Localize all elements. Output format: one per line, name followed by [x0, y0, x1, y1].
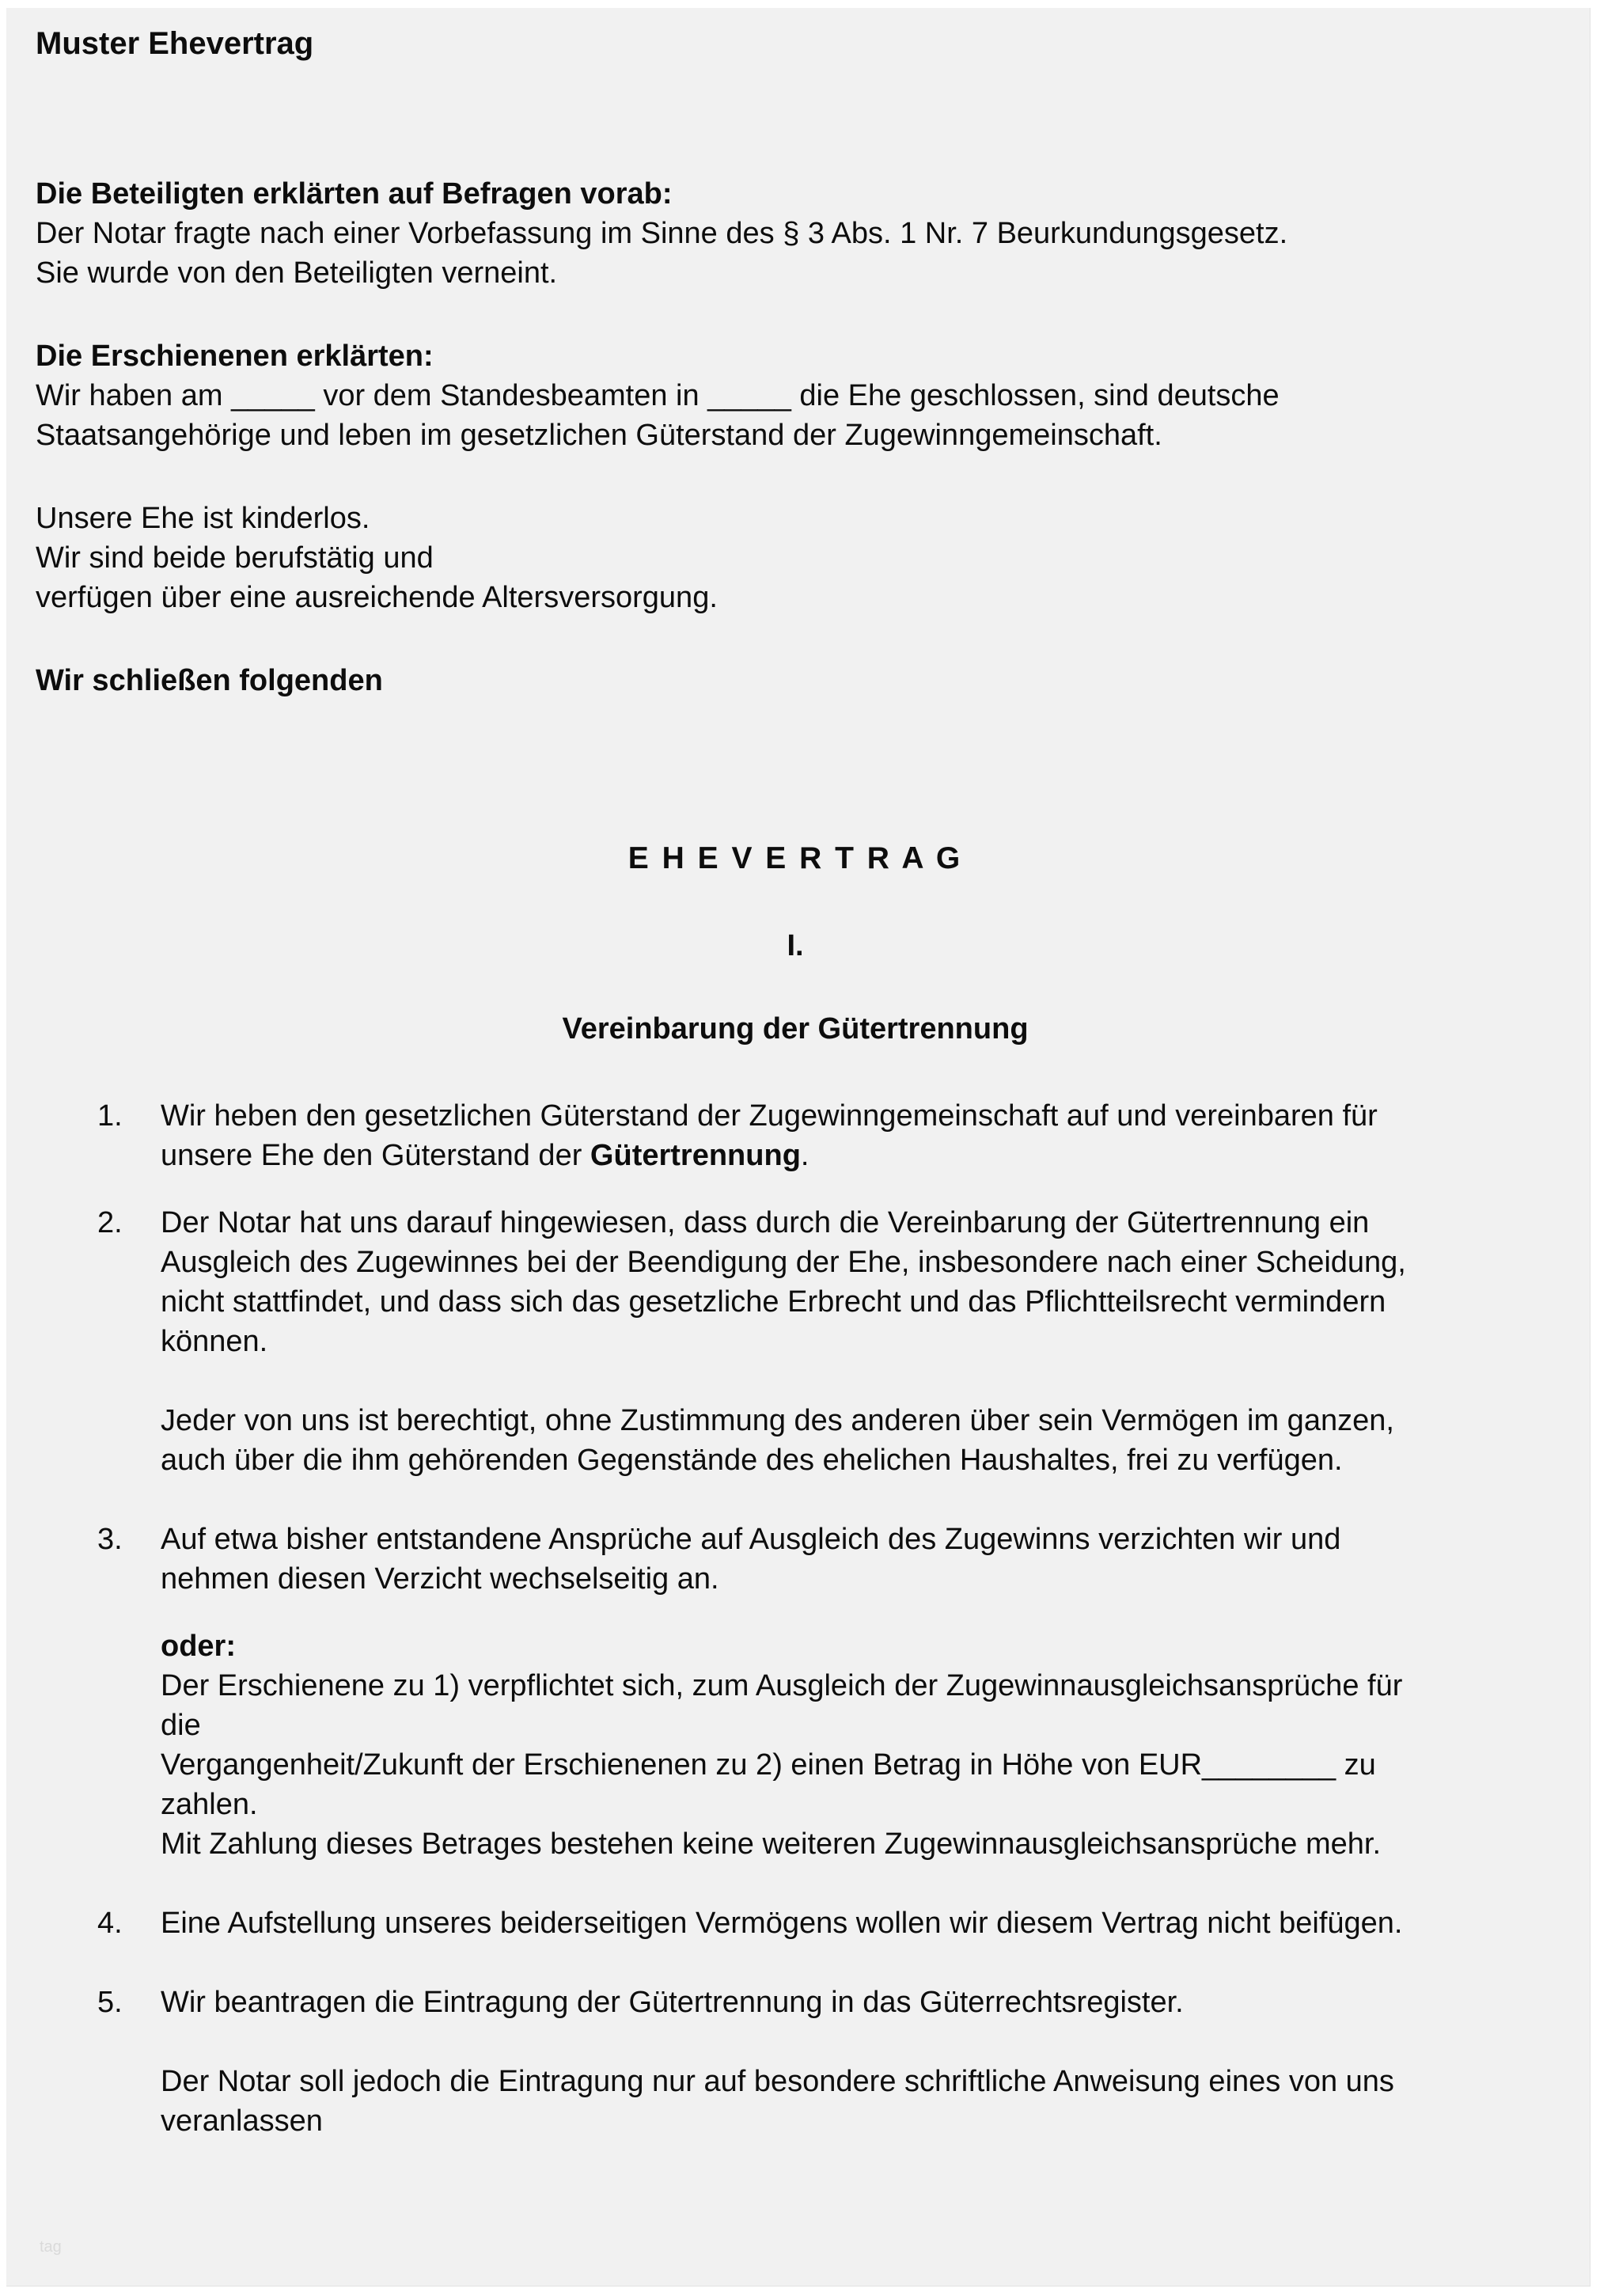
list-item-number: 4.	[97, 1907, 123, 1940]
list-item-2	[36, 1203, 1555, 1361]
erschienene-heading: Die Erschienenen erklärten:	[36, 340, 434, 373]
alternative-line: Der Erschienene zu 1) verpflichtet sich, zum Ausgleich der Zugewinnausgleichsansprüche für	[161, 1669, 1403, 1702]
list-item-number: 2.	[97, 1206, 123, 1239]
item-5-subparagraph	[161, 2062, 1555, 2141]
item-3-alternative	[161, 1626, 1555, 1864]
erschienene-line: Staatsangehörige und leben im gesetzlichen Güterstand der Zugewinngemeinschaft.	[36, 419, 1162, 452]
lead-in-line: Wir schließen folgenden	[36, 664, 383, 697]
list-item-number: 3.	[97, 1523, 123, 1556]
list-item-line: Wir beantragen die Eintragung der Gütertrennung in das Güterrechtsregister.	[161, 1986, 1184, 2019]
intro-section	[36, 174, 1555, 293]
list-item-1	[36, 1096, 1555, 1175]
intro-heading: Die Beteiligten erklärten auf Befragen vorab:	[36, 177, 673, 211]
alternative-line: die	[161, 1709, 201, 1742]
subparagraph-line: Der Notar soll jedoch die Eintragung nur auf besondere schriftliche Anweisung eines von uns	[161, 2065, 1394, 2098]
list-item-line: nicht stattfindet, und dass sich das gesetzliche Erbrecht und das Pflichtteilsrecht vermindern	[161, 1285, 1386, 1319]
list-item-line: Eine Aufstellung unseres beiderseitigen Vermögens wollen wir diesem Vertrag nicht beifügen.	[161, 1907, 1403, 1940]
list-item-number: 5.	[97, 1986, 123, 2019]
list-item-5	[36, 1983, 1555, 2022]
subparagraph-line: Jeder von uns ist berechtigt, ohne Zustimmung des anderen über sein Vermögen im ganzen,	[161, 1404, 1394, 1437]
erschienene-line: Wir haben am _____ vor dem Standesbeamten in _____ die Ehe geschlossen, sind deutsche	[36, 379, 1280, 412]
status-line: verfügen über eine ausreichende Altersversorgung.	[36, 581, 718, 614]
alternative-line: zahlen.	[161, 1788, 258, 1821]
list-item-3	[36, 1520, 1555, 1599]
line-text: .	[800, 1139, 809, 1172]
article-heading: Vereinbarung der Gütertrennung	[562, 1012, 1029, 1046]
alternative-line: Mit Zahlung dieses Betrages bestehen keine weiteren Zugewinnausgleichsansprüche mehr.	[161, 1827, 1382, 1861]
erschienene-section	[36, 336, 1555, 455]
list-item-number: 1.	[97, 1099, 123, 1133]
page-watermark: tag	[40, 2238, 62, 2256]
document-content	[6, 8, 1591, 2141]
list-item-line	[161, 1136, 1555, 1175]
status-line: Wir sind beide berufstätig und	[36, 541, 434, 575]
alternative-line: Vergangenheit/Zukunft der Erschienenen zu 2) einen Betrag in Höhe von EUR________ zu	[161, 1748, 1376, 1782]
document-title: Muster Ehevertrag	[36, 26, 314, 61]
contract-heading: E H E V E R T R A G	[627, 841, 963, 875]
status-section	[36, 499, 1555, 617]
list-item-line: Ausgleich des Zugewinnes bei der Beendigung der Ehe, insbesondere nach einer Scheidung,	[161, 1246, 1406, 1279]
subparagraph-line: veranlassen	[161, 2104, 323, 2138]
subparagraph-line: auch über die ihm gehörenden Gegenstände des ehelichen Haushaltes, frei zu verfügen.	[161, 1444, 1343, 1477]
list-item-line: Wir heben den gesetzlichen Güterstand der Zugewinngemeinschaft auf und vereinbaren für	[161, 1099, 1378, 1133]
oder-label: oder:	[161, 1630, 236, 1663]
article-number: I.	[787, 929, 804, 962]
intro-line: Der Notar fragte nach einer Vorbefassung im Sinne des § 3 Abs. 1 Nr. 7 Beurkundungsgesetz.	[36, 217, 1288, 250]
emphasized-term: Gütertrennung	[590, 1139, 801, 1172]
item-2-subparagraph	[161, 1401, 1555, 1480]
status-line: Unsere Ehe ist kinderlos.	[36, 502, 370, 535]
list-item-line: Der Notar hat uns darauf hingewiesen, dass durch die Vereinbarung der Gütertrennung ein	[161, 1206, 1370, 1239]
line-text: unsere Ehe den Güterstand der	[161, 1139, 590, 1172]
list-item-4	[36, 1903, 1555, 1943]
list-item-line: nehmen diesen Verzicht wechselseitig an.	[161, 1562, 719, 1596]
intro-line: Sie wurde von den Beteiligten verneint.	[36, 256, 558, 290]
list-item-line: Auf etwa bisher entstandene Ansprüche auf Ausgleich des Zugewinns verzichten wir und	[161, 1523, 1341, 1556]
list-item-line: können.	[161, 1325, 268, 1358]
